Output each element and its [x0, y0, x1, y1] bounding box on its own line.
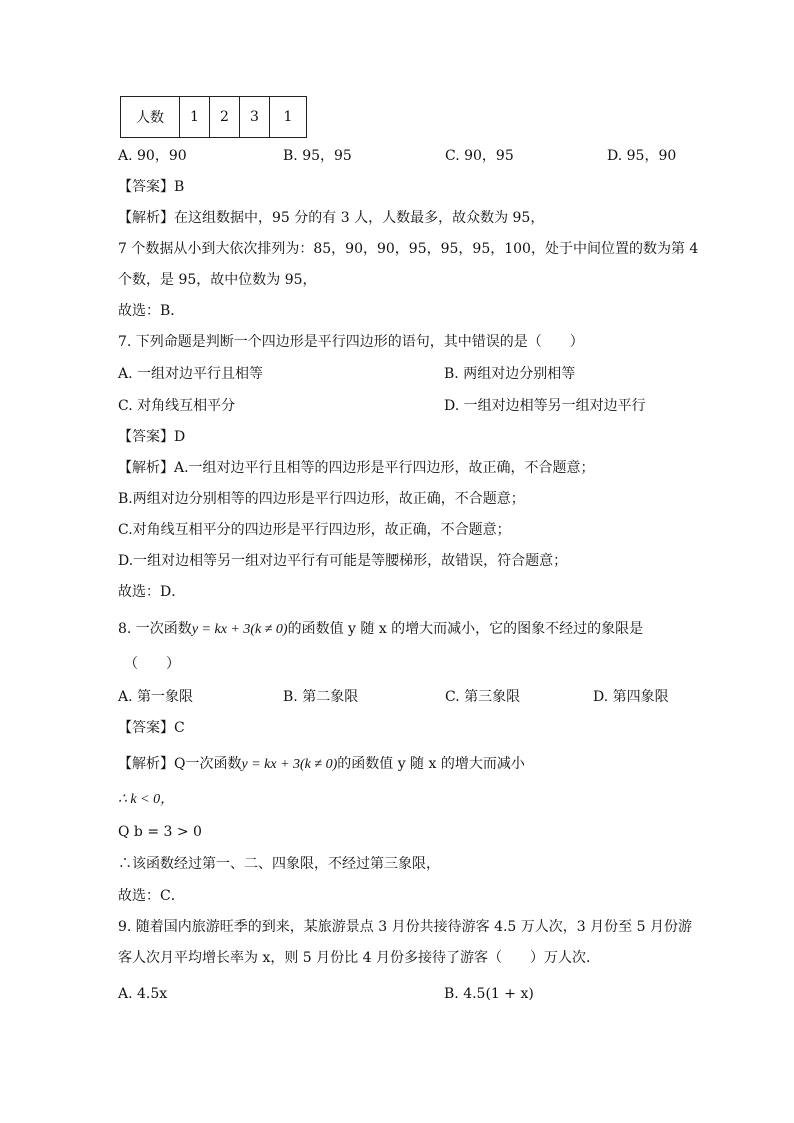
q6-analysis-line: 7 个数据从小到大依次排列为：85，90，90，95，95，95，100，处于中间位置的数为第 4 — [118, 241, 699, 257]
q8-paren: （ ） — [124, 656, 180, 672]
q6-analysis-line: 个数，是 95，故中位数为 95， — [118, 272, 317, 288]
table-cell: 2 — [210, 97, 240, 138]
q8-step: Q b = 3 > 0 — [118, 824, 202, 840]
table-cell: 3 — [240, 97, 270, 138]
count-table — [120, 96, 307, 138]
q7-analysis-line: C.对角线互相平分的四边形是平行四边形，故正确，不合题意； — [118, 522, 511, 538]
q7-option-c: C. 对角线互相平分 — [118, 398, 236, 414]
q6-option-d: D. 95，90 — [607, 148, 677, 164]
table-row — [121, 97, 307, 138]
q9-option-a: A. 4.5x — [118, 986, 168, 1002]
q8-step: ∴该函数经过第一、二、四象限，不经过第三象限， — [118, 856, 440, 872]
q6-option-c: C. 90，95 — [445, 148, 514, 164]
q7-analysis-line: 故选：D． — [118, 584, 186, 600]
q7-answer: 【答案】D — [118, 429, 186, 445]
q7-analysis-line: B.两组对边分别相等的四边形是平行四边形，故正确，不合题意； — [118, 491, 525, 507]
q7-option-b: B. 两组对边分别相等 — [444, 366, 576, 382]
q6-option-a: A. 90，90 — [118, 148, 187, 164]
q8-formula: y = kx + 3(k ≠ 0) — [191, 622, 288, 637]
q8-option-d: D. 第四象限 — [593, 689, 669, 705]
table-header-cell: 人数 — [121, 97, 180, 138]
q8-analysis — [118, 755, 525, 774]
table-cell: 1 — [180, 97, 210, 138]
q7-option-d: D. 一组对边相等另一组对边平行 — [444, 398, 646, 414]
q6-analysis-line: 【解析】在这组数据中，95 分的有 3 人，人数最多，故众数为 95， — [118, 210, 545, 226]
q8-analysis-post: 的函数值 y 随 x 的增大而减小 — [337, 756, 525, 772]
q8-option-c: C. 第三象限 — [445, 689, 521, 705]
q6-analysis-line: 故选：B． — [118, 303, 185, 319]
q7-stem: 7. 下列命题是判断一个四边形是平行四边形的语句，其中错误的是（ ） — [118, 334, 584, 350]
q8-stem-post: 的函数值 y 随 x 的增大而减小，它的图象不经过的象限是 — [287, 621, 644, 637]
q6-option-b: B. 95，95 — [283, 148, 352, 164]
q7-analysis-line: D.一组对边相等另一组对边平行有可能是等腰梯形，故错误，符合题意； — [118, 553, 568, 569]
q8-option-b: B. 第二象限 — [283, 689, 359, 705]
q6-answer: 【答案】B — [118, 179, 185, 195]
q8-option-a: A. 第一象限 — [118, 689, 194, 705]
q8-step: ∴ k < 0， — [118, 792, 175, 807]
table-cell: 1 — [270, 97, 307, 138]
q8-stem — [118, 620, 643, 639]
q7-option-a: A. 一组对边平行且相等 — [118, 366, 264, 382]
q9-stem-line: 客人次月平均增长率为 x，则 5 月份比 4 月份多接待了游客（ ）万人次． — [118, 950, 600, 966]
q8-step: 故选：C． — [118, 888, 185, 904]
q9-option-b: B. 4.5(1 + x) — [444, 986, 534, 1002]
q8-stem-pre: 8. 一次函数 — [118, 621, 192, 637]
q8-analysis-pre: 【解析】Q一次函数 — [118, 756, 242, 772]
q8-answer: 【答案】C — [118, 720, 185, 736]
q7-analysis-line: 【解析】A.一组对边平行且相等的四边形是平行四边形，故正确，不合题意； — [118, 460, 595, 476]
q9-stem-line: 9. 随着国内旅游旺季的到来，某旅游景点 3 月份共接待游客 4.5 万人次，3 月份至 5 月份游 — [118, 919, 692, 935]
q8-analysis-formula: y = kx + 3(k ≠ 0) — [241, 757, 338, 772]
